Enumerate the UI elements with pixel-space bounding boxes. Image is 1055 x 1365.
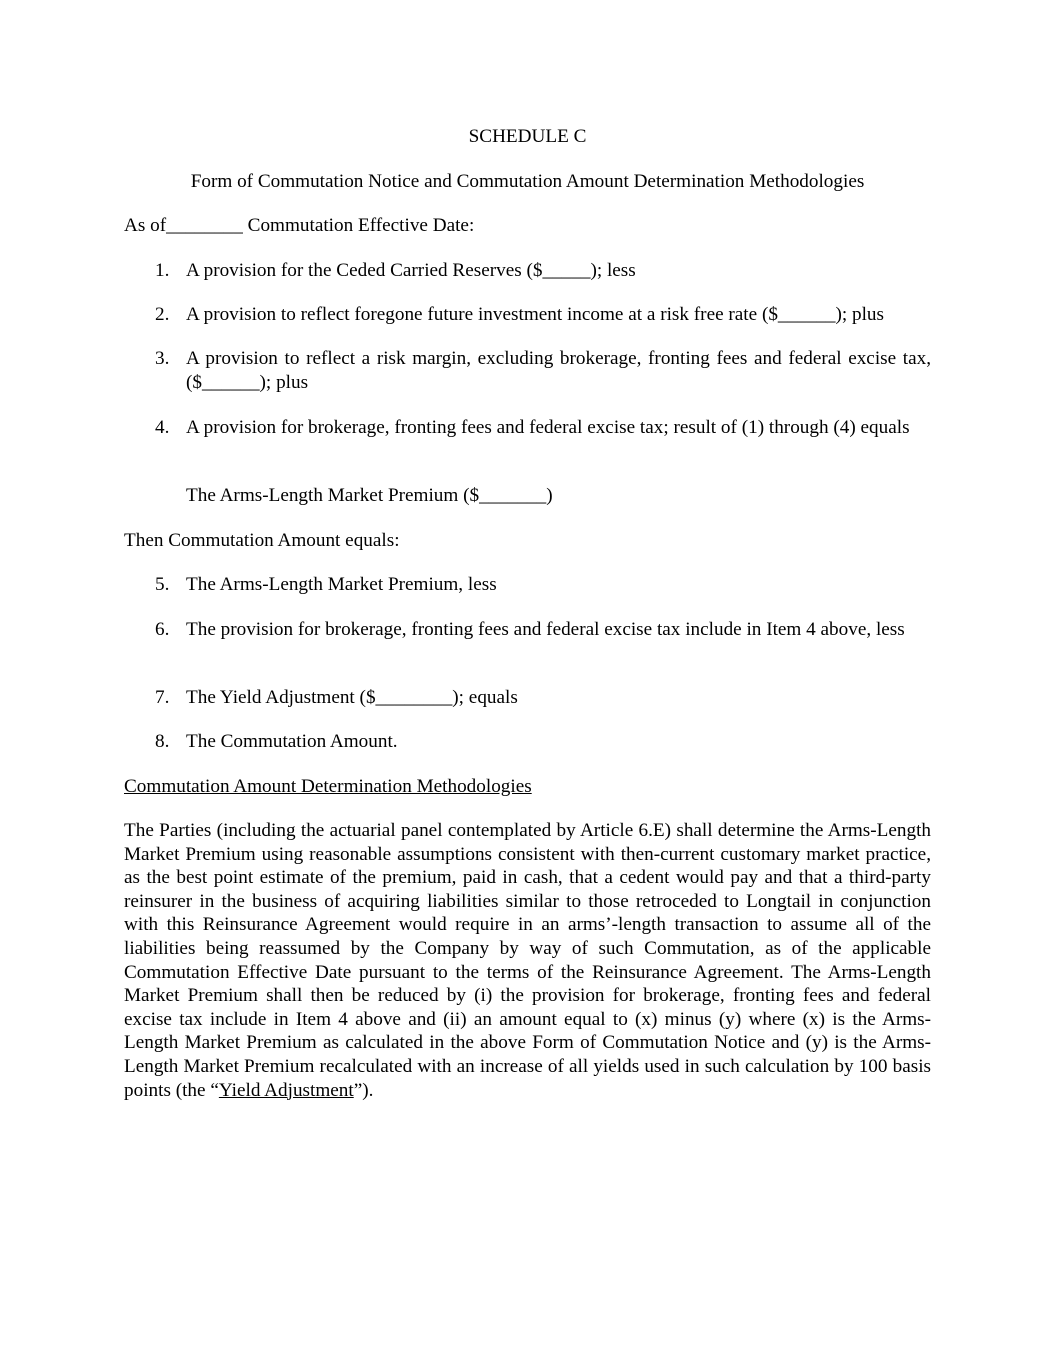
list-item-number: 1. xyxy=(155,260,170,281)
list-item-text: A provision to reflect foregone future investment income at a risk free rate ($______); plus xyxy=(186,304,884,325)
list-item-number: 4. xyxy=(155,417,170,438)
list-item-text: A provision for brokerage, fronting fees and federal excise tax; result of (1) through (4) equals xyxy=(186,417,910,438)
body-paragraph-end: ”). xyxy=(353,1079,374,1101)
list-item-text: The Yield Adjustment ($________); equals xyxy=(186,687,518,708)
list-item-number: 8. xyxy=(155,731,170,752)
market-premium-line: The Arms-Length Market Premium ($_______) xyxy=(186,485,553,506)
then-line: Then Commutation Amount equals: xyxy=(124,530,400,551)
list-item-text: A provision for the Ceded Carried Reserves ($_____); less xyxy=(186,260,636,281)
list-item-number: 5. xyxy=(155,574,170,595)
list-item-number: 7. xyxy=(155,687,170,708)
page-title: SCHEDULE C xyxy=(468,126,587,147)
section-heading: Commutation Amount Determination Methodologies xyxy=(124,776,532,797)
body-paragraph-text: The Parties (including the actuarial panel contemplated by Article 6.E) shall determine the Arms-Length Market Premium using reasonable assumptions consistent with then-current customary market practice, as the best point estimate of the premium, paid in cash, that a cedent would pay and that a third-party reinsurer in the business of acquiring liabilities similar to those retroceded to Longtail in conjunction with this Reinsurance Agreement would require in an arms’-length transaction to assume all of the liabilities being reassumed by the Company by way of such Commutation, as of the applicable Commutation Effective Date pursuant to the terms of the Reinsurance Agreement. The Arms-Length Market Premium shall then be reduced by (i) the provision for brokerage, fronting fees and federal excise tax include in Item 4 above and (ii) an amount equal to (x) minus (y) where (x) is the Arms-Length Market Premium as calculated in the above Form of Commutation Notice and (y) is the Arms-Length Market Premium recalculated with an increase of all yields used in such calculation by 100 basis points (the “ xyxy=(124,820,931,1101)
defined-term: Yield Adjustment xyxy=(218,1079,354,1101)
body-paragraph xyxy=(124,819,931,1102)
list-item-text: The Commutation Amount. xyxy=(186,731,398,752)
list-item-text: The Arms-Length Market Premium, less xyxy=(186,574,497,595)
list-item-number: 3. xyxy=(155,348,170,369)
list-item-number: 6. xyxy=(155,619,170,640)
list-item-number: 2. xyxy=(155,304,170,325)
intro-line: As of________ Commutation Effective Date: xyxy=(124,215,475,236)
list-item-text: The provision for brokerage, fronting fees and federal excise tax include in Item 4 above, less xyxy=(186,619,905,640)
page-subtitle: Form of Commutation Notice and Commutation Amount Determination Methodologies xyxy=(190,171,865,192)
list-item-text: A provision to reflect a risk margin, excluding brokerage, fronting fees and federal excise tax, ($______); plus xyxy=(186,348,931,393)
